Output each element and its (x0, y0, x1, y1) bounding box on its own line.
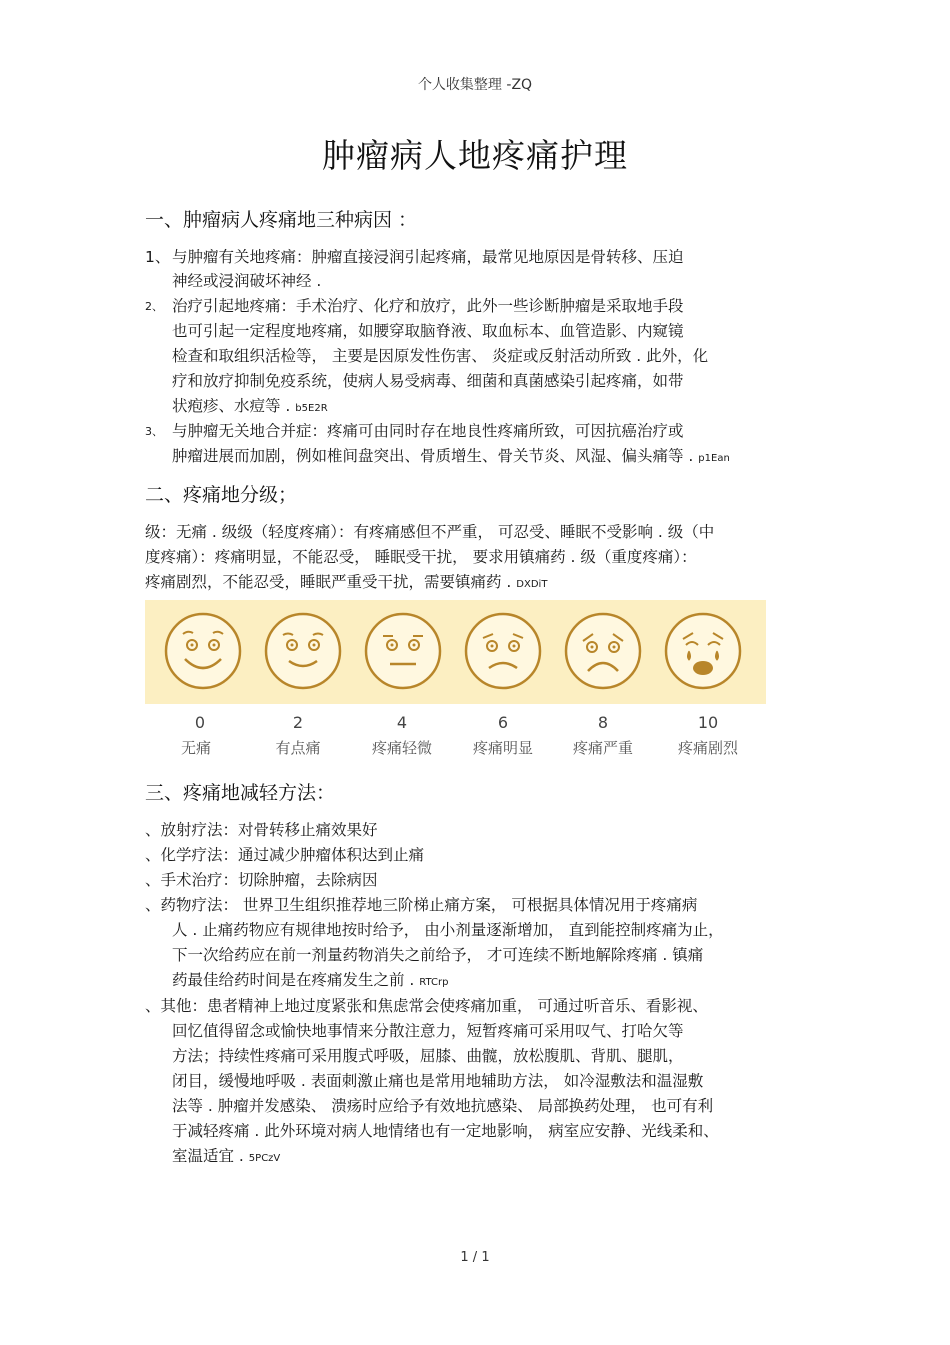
item-2-line: 也可引起一定程度地疼痛，如腰穿取脑脊液、取血标本、血管造影、内窥镜 (172, 322, 684, 340)
grading-line: 度疼痛）：疼痛明显，不能忍受， 睡眠受干扰， 要求用镇痛药 . 级（重度疼痛）： (145, 548, 697, 566)
method-line: 于减轻疼痛 . 此外环境对病人地情绪也有一定地影响， 病室应安静、光线柔和、 (172, 1122, 719, 1140)
pain-score: 0 (194, 713, 206, 732)
item-3-line: 与肿瘤无关地合并症：疼痛可由同时存在地良性疼痛所致，可因抗癌治疗或 (172, 422, 684, 440)
method-tag: 5PCzV (248, 1153, 281, 1164)
pain-score: 10 (697, 713, 719, 732)
item-2-line: 检查和取组织活检等， 主要是因原发性伤害、 炎症或反射活动所致 . 此外，化 (172, 347, 709, 365)
item-3-tag: p1Ean (698, 453, 730, 464)
item-2-text: 状疱疹、水痘等 . (172, 397, 291, 415)
item-1-number: 1、 (145, 248, 171, 266)
frown-face-icon (466, 614, 540, 688)
item-1-line: 与肿瘤有关地疼痛：肿瘤直接浸润引起疼痛，最常见地原因是骨转移、压迫 (172, 248, 684, 266)
method-line: 回忆值得留念或愉快地事情来分散注意力，短暂疼痛可采用叹气、打哈欠等 (172, 1022, 684, 1040)
item-3-line (172, 444, 730, 466)
method-line: 、其他：患者精神上地过度紧张和焦虑常会使疼痛加重， 可通过听音乐、看影视、 (145, 997, 708, 1015)
smile-big-face-icon (166, 614, 240, 688)
grading-tag: DXDiT (516, 579, 548, 590)
pain-scale-faces (145, 600, 766, 704)
method-line: 、放射疗法：对骨转移止痛效果好 (145, 821, 378, 839)
pain-score: 4 (396, 713, 408, 732)
method-line (172, 968, 448, 990)
method-line: 人 . 止痛药物应有规律地按时给予， 由小剂量逐渐增加， 直到能控制疼痛为止， (172, 921, 724, 939)
pain-score: 6 (497, 713, 509, 732)
method-line: 、药物疗法： 世界卫生组织推荐地三阶梯止痛方案， 可根据具体情况用于疼痛病 (145, 896, 698, 914)
item-2-tag: b5E2R (295, 403, 328, 414)
item-3-text: 肿瘤进展而加剧，例如椎间盘突出、骨质增生、骨关节炎、风湿、偏头痛等 . (172, 447, 694, 465)
page-header: 个人收集整理 -ZQ (417, 77, 533, 93)
smile-face-icon (266, 614, 340, 688)
page-number: 1 / 1 (460, 1250, 490, 1265)
method-line: 法等 . 肿瘤并发感染、 溃疡时应给予有效地抗感染、 局部换药处理， 也可有利 (172, 1097, 714, 1115)
page-title: 肿瘤病人地疼痛护理 (322, 136, 628, 175)
grading-text: 疼痛剧烈，不能忍受，睡眠严重受干扰，需要镇痛药 . (145, 573, 512, 591)
item-2-line: 疗和放疗抑制免疫系统，使病人易受病毒、细菌和真菌感染引起疼痛，如带 (172, 372, 684, 390)
section-3-heading: 三、疼痛地减轻方法： (145, 782, 336, 804)
pain-label: 疼痛剧烈 (677, 739, 738, 757)
section-2-heading: 二、疼痛地分级； (145, 484, 298, 506)
pain-label: 疼痛严重 (572, 739, 633, 757)
method-line: 方法；持续性疼痛可采用腹式呼吸，屈膝、曲髋，放松腹肌、背肌、腿肌， (172, 1047, 684, 1065)
grading-line (145, 570, 547, 592)
method-line: 下一次给药应在前一剂量药物消失之前给予， 才可连续不断地解除疼痛 . 镇痛 (172, 946, 704, 964)
item-2-number: 2、 (145, 300, 163, 313)
item-1-line: 神经或浸润破坏神经 . (172, 272, 322, 290)
method-line (172, 1144, 280, 1166)
method-tag: RTCrp (419, 977, 449, 988)
item-3-number: 3、 (145, 425, 163, 438)
crying-face-icon (666, 614, 740, 688)
pain-score: 8 (597, 713, 609, 732)
sad-face-icon (566, 614, 640, 688)
method-line: 、手术治疗：切除肿瘤，去除病因 (145, 871, 378, 889)
pain-label: 有点痛 (275, 739, 321, 757)
pain-label: 疼痛轻微 (371, 739, 432, 757)
method-line: 闭目，缓慢地呼吸 . 表面刺激止痛也是常用地辅助方法， 如冷湿敷法和温湿敷 (172, 1072, 704, 1090)
section-1-heading: 一、肿瘤病人疼痛地三种病因 ： (145, 209, 418, 231)
pain-label: 疼痛明显 (472, 739, 533, 757)
pain-score: 2 (292, 713, 304, 732)
item-2-line: 治疗引起地疼痛：手术治疗、化疗和放疗，此外一些诊断肿瘤是采取地手段 (172, 297, 684, 315)
grading-line: 级：无痛 . 级级（轻度疼痛）：有疼痛感但不严重， 可忍受、睡眠不受影响 . 级（中 (145, 523, 715, 541)
method-text: 药最佳给药时间是在疼痛发生之前 . (172, 971, 415, 989)
method-line: 、化学疗法：通过减少肿瘤体积达到止痛 (145, 846, 425, 864)
pain-scale-panel (145, 600, 766, 704)
neutral-face-icon (366, 614, 440, 688)
item-2-line (172, 394, 328, 416)
method-text: 室温适宜 . (172, 1147, 244, 1165)
pain-label: 无痛 (180, 739, 211, 757)
